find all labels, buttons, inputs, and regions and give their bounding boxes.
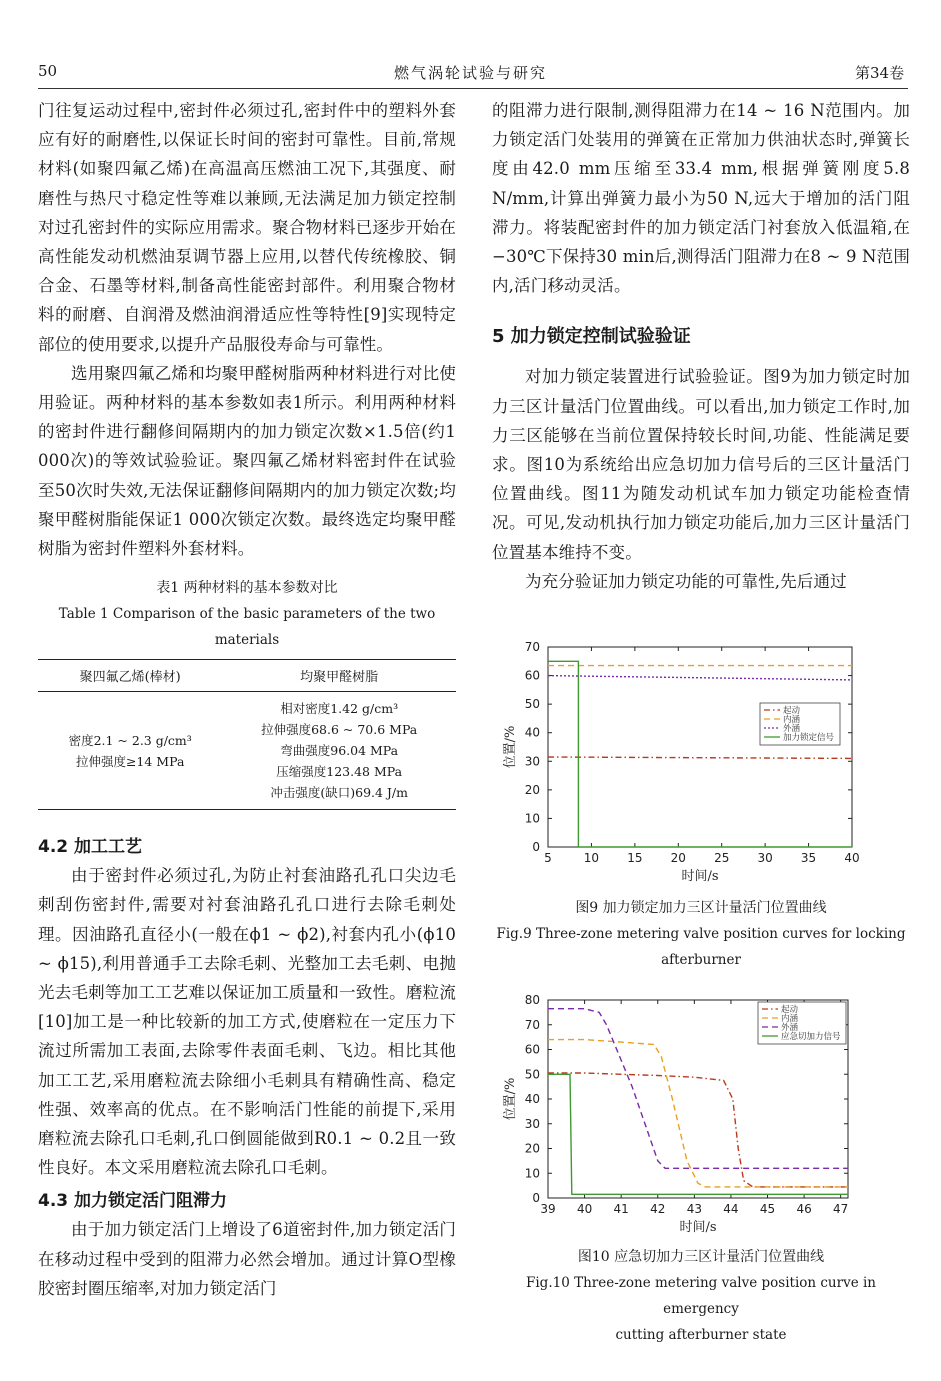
header-rule xyxy=(38,88,908,89)
x-tick-label: 40 xyxy=(844,851,860,865)
y-tick-label: 70 xyxy=(524,1017,540,1032)
x-tick-label: 30 xyxy=(757,851,773,865)
legend-label: 起动 xyxy=(783,706,801,716)
y-tick-label: 0 xyxy=(532,1191,540,1205)
right-paragraph-1: 的阻滞力进行限制,测得阻滞力在14 ~ 16 N范围内。加力锁定活门处装用的弹簧在正常加力供油状态时,弹簧长度由42.0 mm压缩至33.4 mm,根据弹簧刚度5.8 N/mm,计算出弹簧力最小为50 N,远大于增加的活门阻滞力。将装配密封件的加力锁定活门衬套放入低温箱,在−30℃下保持30 min后,测得活门阻滞力在8 ~ 9 N范围内,活门移动灵活。 xyxy=(492,101,910,296)
table1-caption-en: Table 1 Comparison of the basic parameters of the two materials xyxy=(58,606,436,649)
x-tick-label: 43 xyxy=(686,1202,702,1216)
volume-label: 第34卷 xyxy=(855,64,905,82)
x-tick-label: 15 xyxy=(627,851,643,865)
series-line-3 xyxy=(548,661,852,847)
y-tick-label: 50 xyxy=(524,697,540,712)
x-tick-label: 5 xyxy=(544,851,552,865)
x-tick-label: 25 xyxy=(714,851,730,865)
left-paragraph-2: 选用聚四氟乙烯和均聚甲醛树脂两种材料进行对比使用验证。两种材料的基本参数如表1所示。利用两种材料的密封件进行翻修间隔期内的加力锁定次数×1.5倍(约1 000次)的等效试验验证。聚四氟乙烯材料密封件在试验至50次时失效,无法保证翻修间隔期内的加力锁定次数;均聚甲醛树脂能保证1 000次锁定次数。最终选定均聚甲醛树脂为密封件塑料外套材料。 xyxy=(38,363,456,559)
fig9-caption-en-2: afterburner xyxy=(661,952,741,968)
table-cell-pom xyxy=(222,692,456,810)
left-column xyxy=(38,96,456,1303)
table-line: 相对密度1.42 g/cm³ xyxy=(280,701,399,717)
x-tick-label: 44 xyxy=(723,1202,739,1216)
legend-label: 外涵 xyxy=(783,724,801,734)
x-axis-label: 时间/s xyxy=(679,1220,717,1235)
y-axis-label: 位置/% xyxy=(503,725,518,769)
fig10-caption-cn: 图10 应急切加力三区计量活门位置曲线 xyxy=(577,1249,825,1265)
journal-title: 燃气涡轮试验与研究 xyxy=(393,64,547,82)
y-tick-label: 10 xyxy=(524,1166,540,1181)
x-tick-label: 41 xyxy=(613,1202,629,1216)
section-4-3-title: 4.3 加力锁定活门阻滞力 xyxy=(38,1191,228,1212)
table-line: 拉伸强度≥14 MPa xyxy=(75,753,185,769)
y-tick-label: 40 xyxy=(524,725,540,740)
x-tick-label: 47 xyxy=(833,1202,849,1216)
y-tick-label: 0 xyxy=(532,840,540,854)
section-5-title: 5 加力锁定控制试验验证 xyxy=(492,326,691,348)
table1-caption-cn: 表1 两种材料的基本参数对比 xyxy=(156,580,338,597)
x-tick-label: 35 xyxy=(800,851,817,865)
table-line: 拉伸强度68.6 ~ 70.6 MPa xyxy=(261,722,418,738)
series-line-0 xyxy=(548,1073,848,1187)
x-tick-label: 45 xyxy=(759,1202,776,1216)
x-axis-label: 时间/s xyxy=(681,869,719,884)
fig10-caption-en-2: cutting afterburner state xyxy=(615,1327,787,1343)
y-tick-label: 80 xyxy=(524,993,540,1007)
fig9-caption-en-1: Fig.9 Three-zone metering valve position curves for locking xyxy=(496,926,906,942)
x-tick-label: 20 xyxy=(670,851,686,865)
table-line: 压缩强度123.48 MPa xyxy=(276,764,403,780)
y-tick-label: 20 xyxy=(524,1141,540,1156)
y-tick-label: 70 xyxy=(524,640,540,654)
y-axis-label: 位置/% xyxy=(503,1077,518,1121)
x-tick-label: 10 xyxy=(583,851,600,865)
fig10-caption-en-1: Fig.10 Three-zone metering valve position curve in emergency xyxy=(526,1275,876,1317)
figure-9 xyxy=(492,635,910,895)
legend-label: 外涵 xyxy=(781,1023,799,1033)
figure-10-caption xyxy=(492,1244,910,1348)
left-paragraph-1: 门往复运动过程中,密封件必须过孔,密封件中的塑料外套应有好的耐磨性,以保证长时间的密封可靠性。目前,常规材料(如聚四氟乙烯)在高温高压燃油工况下,其强度、耐磨性与热尺寸稳定性等难以兼顾,无法满足加力锁定控制对过孔密封件的实际应用需求。聚合物材料已逐步开始在高性能发动机燃油泵调节器上应用,以替代传统橡胶、铜合金、石墨等材料,制备高性能密封部件。利用聚合物材料的耐磨、自润滑及燃油润滑适应性等特性[9]实现特定部位的使用要求,以提升产品服役寿命与可靠性。 xyxy=(38,101,456,354)
x-tick-label: 40 xyxy=(576,1202,593,1216)
y-tick-label: 60 xyxy=(524,668,540,683)
y-tick-label: 30 xyxy=(524,754,540,769)
table-line: 密度2.1 ~ 2.3 g/cm³ xyxy=(68,732,192,748)
figure-9-chart xyxy=(492,635,910,895)
table-line: 冲击强度(缺口)69.4 J/m xyxy=(270,785,408,801)
fig9-caption-cn: 图9 加力锁定加力三区计量活门位置曲线 xyxy=(575,900,827,916)
section-4-2-title: 4.2 加工工艺 xyxy=(38,837,143,858)
plot-frame xyxy=(548,647,852,847)
legend-label: 应急切加力信号 xyxy=(781,1032,841,1042)
series-line-0 xyxy=(548,757,852,758)
table-cell-ptfe xyxy=(38,692,222,810)
series-line-1 xyxy=(548,1040,848,1187)
x-tick-label: 42 xyxy=(650,1202,666,1216)
figure-10-chart xyxy=(492,988,910,1246)
right-paragraph-2: 对加力锁定装置进行试验验证。图9为加力锁定时加力三区计量活门位置曲线。可以看出,加力锁定工作时,加力三区能够在当前位置保持较长时间,功能、性能满足要求。图10为系统给出应急切加力信号后的三区计量活门位置曲线。图11为随发动机试车加力锁定功能检查情况。可见,发动机执行加力锁定功能后,加力三区计量活门位置基本维持不变。 xyxy=(492,367,910,562)
legend-label: 内涵 xyxy=(783,715,801,725)
figure-9-caption xyxy=(492,895,910,973)
right-paragraph-3: 为充分验证加力锁定功能的可靠性,先后通过 xyxy=(525,571,847,591)
y-tick-label: 30 xyxy=(524,1116,540,1131)
series-line-3 xyxy=(548,1074,848,1194)
table-header-pom: 均聚甲醛树脂 xyxy=(222,660,456,692)
y-tick-label: 10 xyxy=(524,811,540,826)
left-paragraph-3: 由于密封件必须过孔,为防止衬套油路孔孔口尖边毛刺刮伤密封件,需要对衬套油路孔孔口进行去除毛刺处理。因油路孔直径小(一般在ϕ1 ~ ϕ2),衬套内孔小(ϕ10 ~ ϕ15),利用普通手工去除毛刺、光整加工去毛刺、电抛光去毛刺等加工工艺难以保证加工质量和一致性。磨粒流[10]加工是一种比较新的加工方式,使磨粒在一定压力下流过所需加工表面,去除零件表面毛刺、飞边。相比其他加工工艺,采用磨粒流去除细小毛刺具有精确性高、稳定性强、效率高的优点。在不影响活门性能的前提下,采用磨粒流去除孔口毛刺,孔口倒圆能做到R0.1 ~ 0.2且一致性良好。本文采用磨粒流去除孔口毛刺。 xyxy=(38,866,456,1178)
x-tick-label: 46 xyxy=(796,1202,812,1216)
legend-label: 起动 xyxy=(781,1005,799,1015)
y-tick-label: 20 xyxy=(524,782,540,797)
y-tick-label: 40 xyxy=(524,1092,540,1106)
left-paragraph-4: 由于加力锁定活门上增设了6道密封件,加力锁定活门在移动过程中受到的阻滞力必然会增加。通过计算O型橡胶密封圈压缩率,对加力锁定活门 xyxy=(38,1220,456,1298)
x-tick-label: 39 xyxy=(540,1202,556,1216)
y-tick-label: 50 xyxy=(524,1067,540,1082)
figure-10 xyxy=(492,988,910,1246)
table-line: 弯曲强度96.04 MPa xyxy=(280,743,399,759)
right-column xyxy=(492,96,910,596)
materials-table xyxy=(38,659,456,810)
series-line-2 xyxy=(548,676,852,680)
legend-label: 内涵 xyxy=(781,1014,799,1024)
page-number: 50 xyxy=(38,62,58,80)
y-tick-label: 60 xyxy=(524,1042,540,1057)
table-header-ptfe: 聚四氟乙烯(棒材) xyxy=(38,660,222,692)
legend-label: 加力锁定信号 xyxy=(783,733,835,743)
